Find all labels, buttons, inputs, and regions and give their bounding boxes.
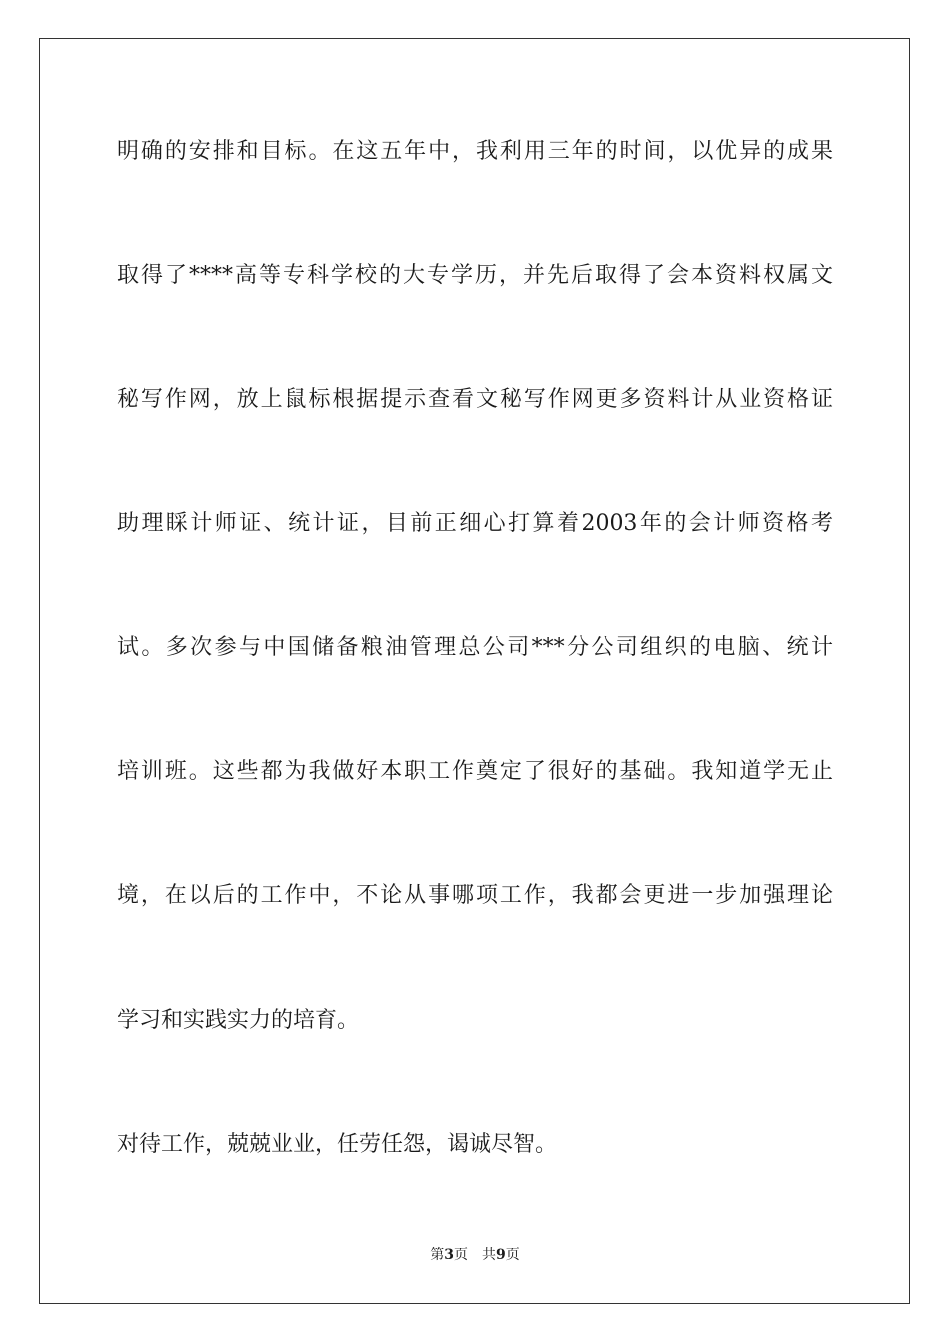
body-text-line-5: 试。多次参与中国储备粮油管理总公司***分公司组织的电脑、统计 — [117, 635, 833, 660]
body-text-line-3: 秘写作网，放上鼠标根据提示查看文秘写作网更多资料计从业资格证 — [117, 387, 833, 412]
page-footer — [0, 1245, 950, 1265]
page-number-prefix: 第 — [430, 1247, 445, 1263]
body-text-line-7: 境，在以后的工作中，不论从事哪项工作，我都会更进一步加强理论 — [117, 883, 833, 908]
total-pages-suffix: 页 — [505, 1247, 520, 1263]
current-page-number: 3 — [444, 1247, 454, 1263]
body-text-line-2: 取得了****高等专科学校的大专学历，并先后取得了会本资料权属文 — [117, 263, 833, 288]
body-text-line-6: 培训班。这些都为我做好本职工作奠定了很好的基础。我知道学无止 — [117, 759, 833, 784]
page-number-suffix: 页 — [454, 1247, 468, 1263]
page-frame — [39, 38, 910, 1304]
total-page-count: 9 — [496, 1247, 506, 1263]
total-pages-prefix: 共 — [482, 1247, 496, 1263]
body-text-line-1: 明确的安排和目标。在这五年中，我利用三年的时间，以优异的成果 — [117, 139, 833, 164]
body-text-line-4: 助理睬计师证、统计证，目前正细心打算着2003年的会计师资格考 — [117, 511, 833, 536]
body-text-line-8: 学习和实践实力的培育。 — [117, 1008, 360, 1033]
body-text-line-9: 对待工作，兢兢业业，任劳任怨，谒诚尽智。 — [117, 1132, 558, 1157]
